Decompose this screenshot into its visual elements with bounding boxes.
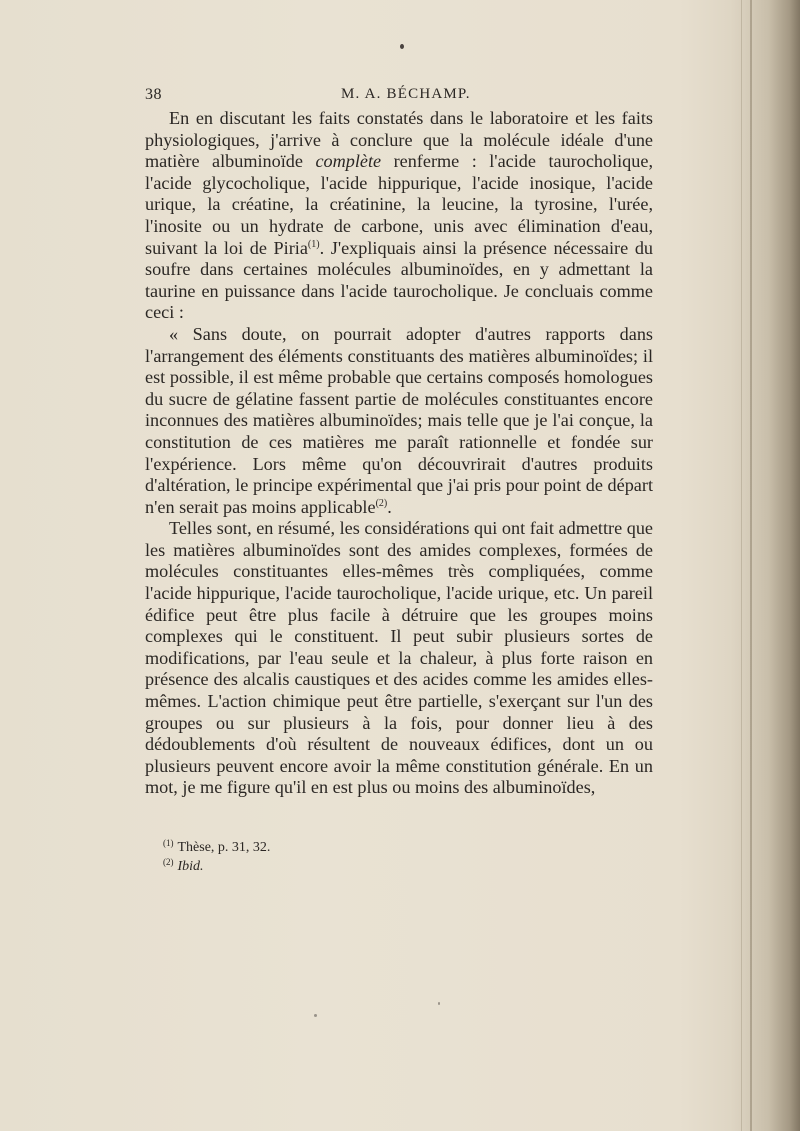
emphasized-word: complète [315, 151, 382, 172]
paragraph-text: renferme : l'acide taurocholique, l'acide glycocholique, l'acide hippurique, l'acide inosique, l'acide urique, la créatine, la créatinine, la leucine, la tyrosine, l'urée, l'inosite ou un hydrate de carbone, unis avec élimination d'eau, suivant la loi de Piria [145, 151, 653, 258]
footnote [163, 857, 613, 876]
footnote-text: Thèse, p. 31, 32. [177, 840, 271, 855]
footnote-text: Ibid. [177, 859, 204, 874]
footnote-mark: (2) [163, 857, 174, 867]
paragraph-text: . J'expliquais ainsi la présence nécessaire du soufre dans certaines molécules albuminoïdes, en y admettant la taurine en puissance dans l'acide taurocholique. Je concluais comme ceci : [145, 237, 654, 323]
main-text [145, 108, 653, 799]
quoted-paragraph [145, 324, 653, 518]
paragraph [145, 108, 653, 324]
ink-speck [438, 1002, 440, 1005]
paragraph-text: En en discutant les faits constatés dans le laboratoire et les faits physiologiques, j'arrive à conclure que la molécule idéale d'une matière albuminoïde [145, 108, 653, 172]
page-edge-line [741, 0, 742, 1131]
paragraph-text: . [387, 496, 392, 517]
paragraph-text: « Sans doute, on pourrait adopter d'autres rapports dans l'arrangement des éléments constituants des matières albuminoïdes; il est possible, il est même probable que certains composés homologues du sucre de gélatine fassent partie de molécules constituantes encore inconnues des matières albuminoïdes; mais telle que je l'ai conçue, la constitution de ces matières me paraît rationnelle et fondée sur l'expérience. Lors même qu'on découvrirait d'autres produits d'altération, le principe expérimental que j'ai pris pour point de départ n'en serait pas moins applicable [145, 323, 653, 517]
footnote [163, 838, 613, 857]
footnotes [163, 838, 613, 876]
ink-speck [314, 1014, 317, 1017]
paragraph [145, 518, 653, 799]
running-head: M. A. BÉCHAMP. [341, 86, 471, 102]
footnote-reference: (1) [307, 238, 320, 250]
footnote-mark: (1) [163, 838, 174, 848]
page-edge-line [750, 0, 752, 1131]
ink-speck [400, 44, 404, 49]
page-number: 38 [145, 86, 162, 103]
page-header [145, 86, 655, 110]
footnote-reference: (2) [375, 497, 388, 509]
paragraph-text: Telles sont, en résumé, les considérations qui ont fait admettre que les matières albuminoïdes sont des amides complexes, formées de molécules constituantes elles-mêmes très compliquées, comme l'acide hippurique, l'acide taurocholique, l'acide urique, etc. Un pareil édifice peut être plus facile à détruire que les groupes moins complexes qui le constituent. Il peut subir plusieurs sortes de modifications, par l'eau seule et la chaleur, à plus forte raison en présence des alcalis caustiques et des acides comme les amides elles-mêmes. L'action chimique peut être partielle, s'exerçant sur l'un des groupes ou sur plusieurs à la fois, pour donner lieu à des dédoublements d'où résultent de nouveaux édifices, dont un ou plusieurs peuvent encore avoir la même constitution générale. En un mot, je me figure qu'il en est plus ou moins des albuminoïdes, [145, 518, 653, 798]
